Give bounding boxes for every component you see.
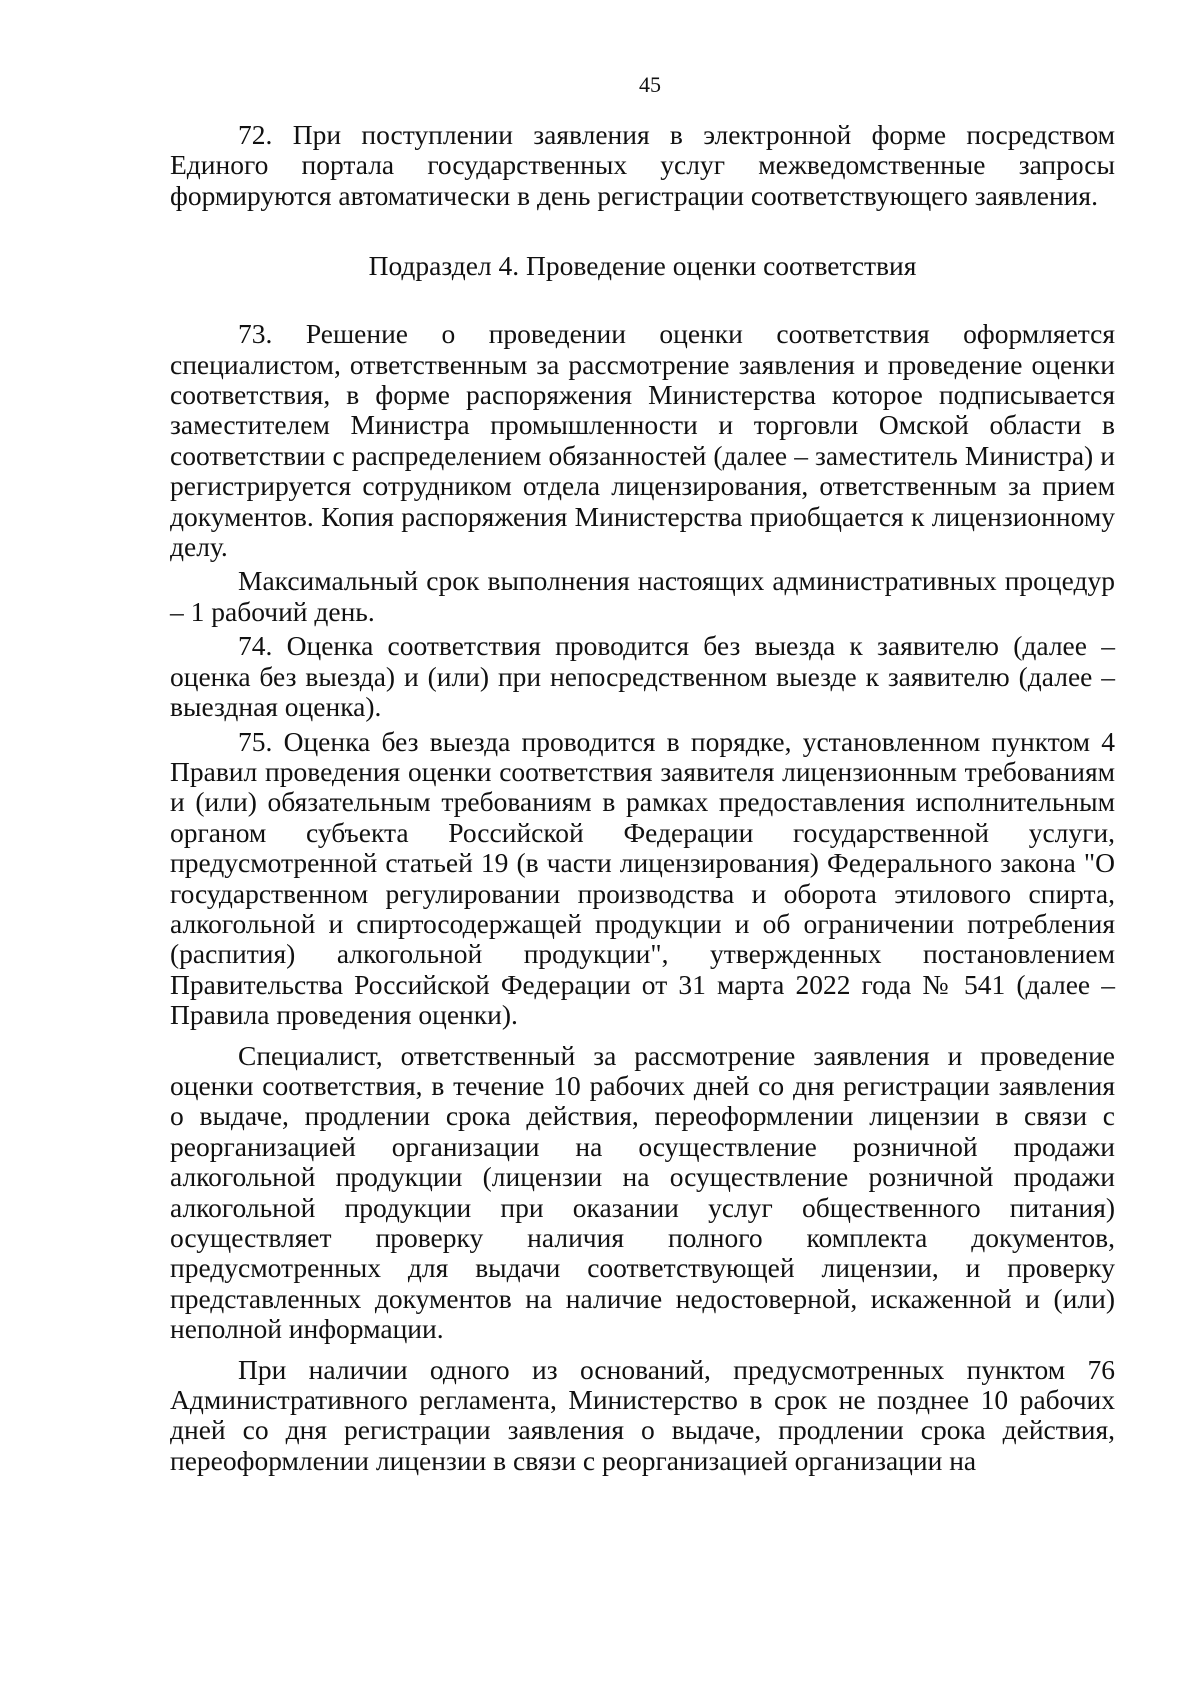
page-number: 45 [639, 72, 661, 97]
paragraph-specialist: Специалист, ответственный за рассмотрение заявления и проведение оценки соответствия, в течение 10 рабочих дней со дня регистрации заявления о выдаче, продлении срока действия, переоформлении лицензии в связи с реорганизацией организации на осуществление розничной продажи алкогольной продукции (лицензии на осуществление розничной продажи алкогольной продукции при оказании услуг общественного питания) осуществляет проверку наличия полного комплекта документов, предусмотренных для выдачи соответствующей лицензии, и проверку представленных документов на наличие недостоверной, искаженной и (или) неполной информации. [170, 1039, 1115, 1345]
subsection-heading: Подраздел 4. Проведение оценки соответствия [368, 250, 917, 282]
paragraph-74: 74. Оценка соответствия проводится без выезда к заявителю (далее – оценка без выезда) и (или) при непосредственном выезде к заявителю (далее – выездная оценка). [170, 630, 1115, 723]
paragraph-73: 73. Решение о проведении оценки соответствия оформляется специалистом, ответственным за рассмотрение заявления и проведение оценки соответствия, в форме распоряжения Министерства которое подписывается заместителем Министра промышленности и торговли Омской области в соответствии с распределением обязанностей (далее – заместитель Министра) и регистрируется сотрудником отдела лицензирования, ответственным за прием документов. Копия распоряжения Министерства приобщается к лицензионному делу. [170, 318, 1115, 563]
paragraph-grounds: При наличии одного из оснований, предусмотренных пунктом 76 Административного регламента, Министерство в срок не позднее 10 рабочих дней со дня регистрации заявления о выдаче, продлении срока действия, переоформлении лицензии в связи с реорганизацией организации на [170, 1353, 1115, 1476]
document-body [170, 120, 1115, 1476]
paragraph-72: 72. При поступлении заявления в электронной форме посредством Единого портала государственных услуг межведомственные запросы формируются автоматически в день регистрации соответствующего заявления. [170, 119, 1115, 211]
paragraph-75: 75. Оценка без выезда проводится в порядке, установленном пунктом 4 Правил проведения оценки соответствия заявителя лицензионным требованиям и (или) обязательным требованиям в рамках предоставления исполнительным органом субъекта Российской Федерации государственной услуги, предусмотренной статьей 19 (в части лицензирования) Федерального закона "О государственном регулировании производства и оборота этилового спирта, алкогольной и спиртосодержащей продукции и об ограничении потребления (распития) алкогольной продукции", утвержденных постановлением Правительства Российской Федерации от 31 марта 2022 года № 541 (далее – Правила проведения оценки). [170, 725, 1115, 1031]
paragraph-max-term: Максимальный срок выполнения настоящих административных процедур – 1 рабочий день. [170, 565, 1115, 627]
